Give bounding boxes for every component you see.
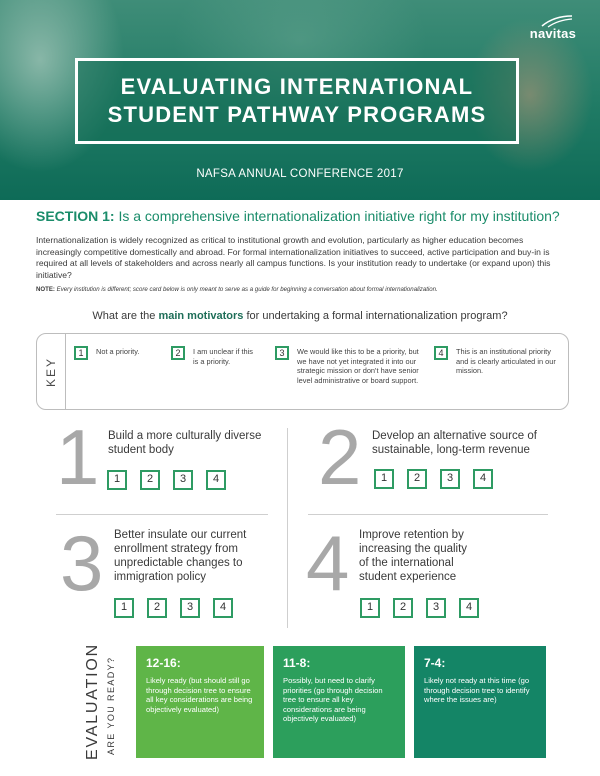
evaluation-description: Likely ready (but should still go through decision tree to ensure all key considerations are being objectively evaluated) <box>146 676 253 714</box>
evaluation-range: 7-4: <box>424 656 446 670</box>
section-question: Is a comprehensive internationalization initiative right for my institution? <box>118 208 560 224</box>
evaluation-card-ready <box>136 646 264 758</box>
rating-scale-4 <box>360 598 479 618</box>
motivator-text-1: Build a more culturally diverse student body <box>108 430 262 456</box>
title-line-2: STUDENT PATHWAY PROGRAMS <box>107 102 487 127</box>
key-number: 3 <box>275 346 289 360</box>
title-box <box>75 58 519 144</box>
rating-option[interactable]: 4 <box>206 470 226 490</box>
section-label: SECTION 1: <box>36 208 115 224</box>
evaluation-description: Possibly, but need to clarify priorities (go through decision tree to ensure all key considerations are being objectively evaluated) <box>283 676 383 724</box>
grid-divider-horizontal-left <box>56 514 268 515</box>
title-line-1: EVALUATING INTERNATIONAL <box>120 74 474 99</box>
note-text: Every institution is different; score card below is only meant to serve as a guide for beginning a conversation about formal internationalization. <box>56 286 438 293</box>
question-bold: main motivators <box>158 310 244 322</box>
rating-option[interactable]: 3 <box>173 470 193 490</box>
rating-scale-2 <box>374 469 493 489</box>
rating-option[interactable]: 2 <box>407 469 427 489</box>
motivator-text-3: Better insulate our current enrollment strategy from unpredictable changes to immigration policy <box>114 529 247 583</box>
motivators-question <box>0 310 600 322</box>
rating-scale-1 <box>107 470 226 490</box>
rating-option[interactable]: 2 <box>140 470 160 490</box>
key-text: Not a priority. <box>96 347 140 356</box>
evaluation-card-not-ready <box>414 646 546 758</box>
motivator-number-2: 2 <box>318 413 362 501</box>
rating-option[interactable]: 4 <box>473 469 493 489</box>
motivator-number-1: 1 <box>56 413 100 501</box>
hero-banner <box>0 0 600 200</box>
question-before: What are the <box>92 310 159 322</box>
key-number: 2 <box>171 346 185 360</box>
rating-option[interactable]: 3 <box>440 469 460 489</box>
intro-paragraph: Internationalization is widely recognized as critical to institutional growth and evolution, particularly as higher education becomes increasingly competitive domestically and abroad. For formal internationalization initiatives to succeed, active participation and buy-in is required at all levels of stakeholders and across nearly all campus functions. Is your institution ready to undertake (or expand upon) this initiative? <box>36 235 551 280</box>
motivator-number-3: 3 <box>60 519 104 607</box>
evaluation-card-possibly <box>273 646 405 758</box>
conference-label: NAFSA ANNUAL CONFERENCE 2017 <box>196 168 404 180</box>
motivator-number-4: 4 <box>306 519 350 607</box>
key-text: This is an institutional priority and is clearly articulated in our mission. <box>456 347 556 375</box>
note <box>36 286 576 293</box>
rating-option[interactable]: 3 <box>426 598 446 618</box>
rating-option[interactable]: 2 <box>393 598 413 618</box>
key-text: I am unclear if this is a priority. <box>193 347 253 366</box>
evaluation-side-label <box>76 643 128 764</box>
rating-option[interactable]: 4 <box>213 598 233 618</box>
rating-scale-3 <box>114 598 233 618</box>
key-text: We would like this to be a priority, but we have not yet integrated it into our strategic mission or don't have senior level administrative or board support. <box>297 347 419 385</box>
note-label: NOTE: <box>36 286 55 293</box>
rating-option[interactable]: 1 <box>107 470 127 490</box>
question-after: for undertaking a formal internationalization program? <box>243 310 508 322</box>
motivator-text-4: Improve retention by increasing the quality of the international student experience <box>359 529 468 583</box>
grid-divider-vertical <box>287 428 288 628</box>
navitas-logo: navitas <box>529 26 576 41</box>
rating-option[interactable]: 4 <box>459 598 479 618</box>
key-number: 1 <box>74 346 88 360</box>
evaluation-description: Likely not ready at this time (go through decision tree to identify where the issues are) <box>424 676 530 705</box>
evaluation-range: 12-16: <box>146 656 181 670</box>
key-label-panel <box>36 333 66 410</box>
key-label: KEY <box>43 356 58 387</box>
key-number: 4 <box>434 346 448 360</box>
rating-option[interactable]: 1 <box>374 469 394 489</box>
rating-option[interactable]: 1 <box>114 598 134 618</box>
section-heading <box>36 208 576 224</box>
rating-option[interactable]: 3 <box>180 598 200 618</box>
grid-divider-horizontal-right <box>308 514 548 515</box>
evaluation-title: EVALUATION <box>84 643 101 760</box>
rating-option[interactable]: 2 <box>147 598 167 618</box>
rating-option[interactable]: 1 <box>360 598 380 618</box>
evaluation-range: 11-8: <box>283 656 311 670</box>
motivator-text-2: Develop an alternative source of sustainable, long-term revenue <box>372 430 537 456</box>
evaluation-subtitle: ARE YOU READY? <box>106 656 116 755</box>
